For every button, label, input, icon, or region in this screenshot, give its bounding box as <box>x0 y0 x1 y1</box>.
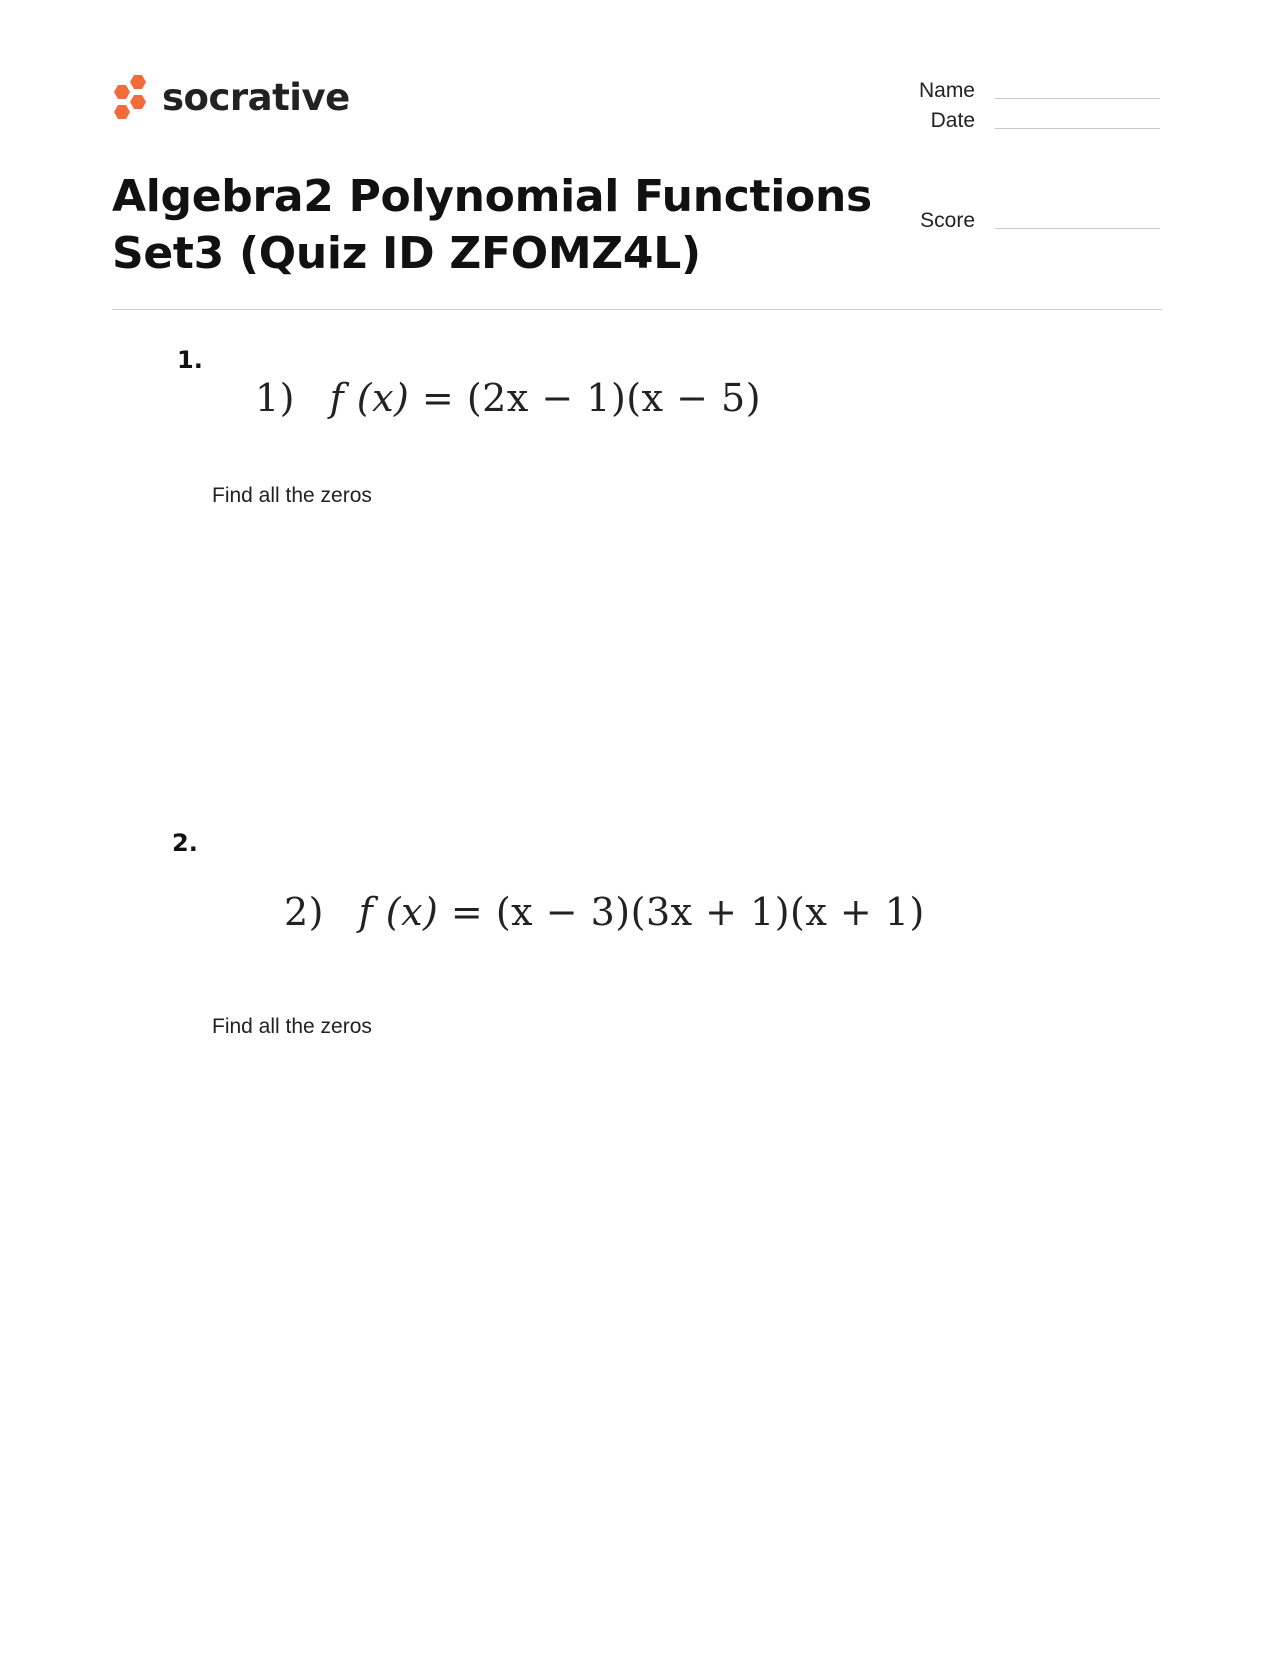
name-field[interactable] <box>915 78 1160 104</box>
question-1-equation-lhs: f (x) = <box>329 376 455 420</box>
question-2-number: 2. <box>172 829 198 857</box>
question-1-equation <box>255 376 761 420</box>
question-2-equation-rhs: (x − 3)(3x + 1)(x + 1) <box>495 890 925 934</box>
name-line <box>995 98 1160 99</box>
date-label: Date <box>930 109 975 132</box>
question-1-equation-number: 1) <box>255 376 296 420</box>
question-2-equation-lhs: f (x) = <box>358 890 484 934</box>
logo-wordmark: socrative <box>162 76 350 119</box>
header-divider <box>112 309 1162 310</box>
score-field[interactable] <box>915 208 1160 234</box>
score-line <box>995 228 1160 229</box>
question-1-prompt: Find all the zeros <box>212 484 372 507</box>
socrative-logo <box>112 72 350 124</box>
question-2-equation <box>284 890 925 934</box>
socrative-logo-icon <box>112 73 150 123</box>
quiz-title: Algebra2 Polynomial Functions Set3 (Quiz ID ZFOMZ4L) <box>112 171 872 279</box>
score-label: Score <box>920 209 975 232</box>
question-2-prompt: Find all the zeros <box>212 1015 372 1038</box>
date-field[interactable] <box>915 108 1160 134</box>
question-1-equation-rhs: (2x − 1)(x − 5) <box>466 376 762 420</box>
question-1-number: 1. <box>177 346 203 374</box>
date-line <box>995 128 1160 129</box>
question-2-equation-number: 2) <box>284 890 325 934</box>
name-label: Name <box>918 79 975 102</box>
